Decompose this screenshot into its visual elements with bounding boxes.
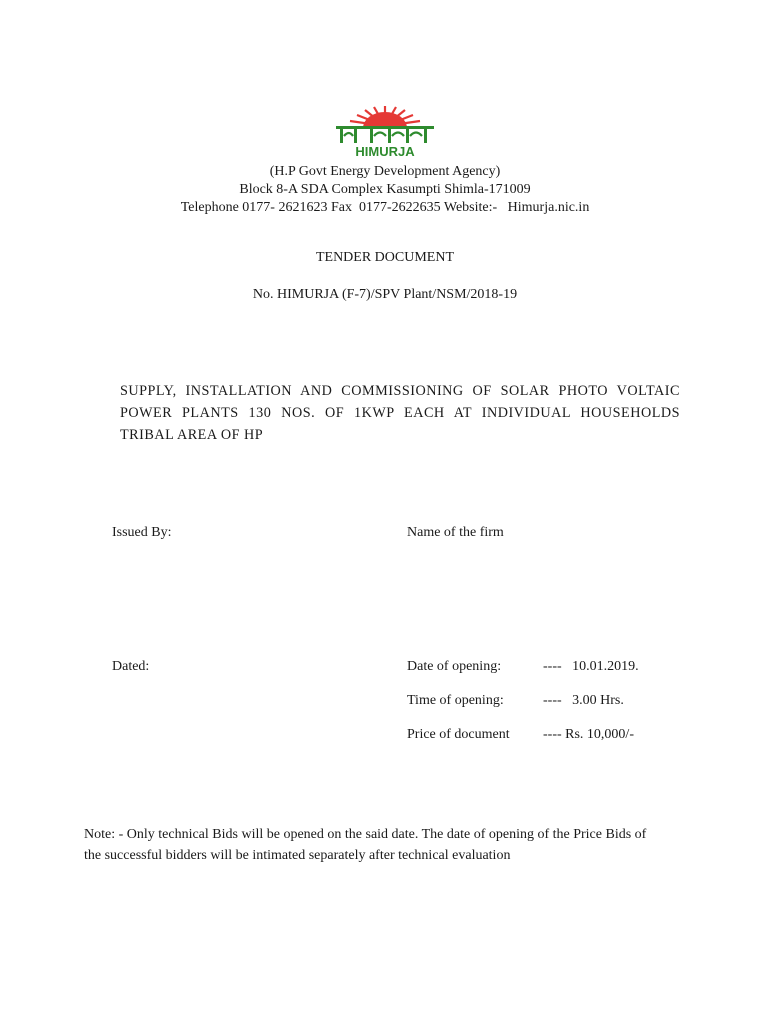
- price-of-document-label: Price of document: [407, 727, 510, 742]
- dated-label: Dated:: [112, 659, 150, 674]
- note-line: the successful bidders will be intimated separately after technical evaluation: [84, 848, 511, 863]
- note-paragraph: [84, 824, 696, 866]
- tender-title: [120, 380, 680, 446]
- document-number: No. HIMURJA (F-7)/SPV Plant/NSM/2018-19: [252, 287, 518, 302]
- agency-address: Block 8-A SDA Complex Kasumpti Shimla-171009: [239, 182, 531, 197]
- himurja-logo: [330, 102, 440, 158]
- agency-name: (H.P Govt Energy Development Agency): [269, 164, 501, 179]
- agency-contact: Telephone 0177- 2621623 Fax 0177-2622635 Website:- Himurja.nic.in: [180, 200, 590, 215]
- issued-by-label: Issued By:: [112, 525, 172, 540]
- time-of-opening-value: ---- 3.00 Hrs.: [543, 693, 624, 708]
- tender-title-line: SUPPLY, INSTALLATION AND COMMISSIONING OF SOLAR PHOTO VOLTAIC: [120, 383, 680, 399]
- note-line: Note: - Only technical Bids will be opened on the said date. The date of opening of the Price Bids of: [84, 827, 647, 842]
- tender-title-line: TRIBAL AREA OF HP: [120, 427, 264, 443]
- date-of-opening-label: Date of opening:: [407, 659, 502, 674]
- price-of-document-value: ---- Rs. 10,000/-: [543, 727, 634, 742]
- tender-title-line: POWER PLANTS 130 NOS. OF 1KWP EACH AT INDIVIDUAL HOUSEHOLDS: [120, 405, 680, 421]
- logo-wordmark: HIMURJA: [355, 144, 415, 158]
- time-of-opening-label: Time of opening:: [407, 693, 504, 708]
- document-heading: TENDER DOCUMENT: [315, 250, 455, 265]
- date-of-opening-value: ---- 10.01.2019.: [543, 659, 639, 674]
- firm-name-label: Name of the firm: [407, 525, 504, 540]
